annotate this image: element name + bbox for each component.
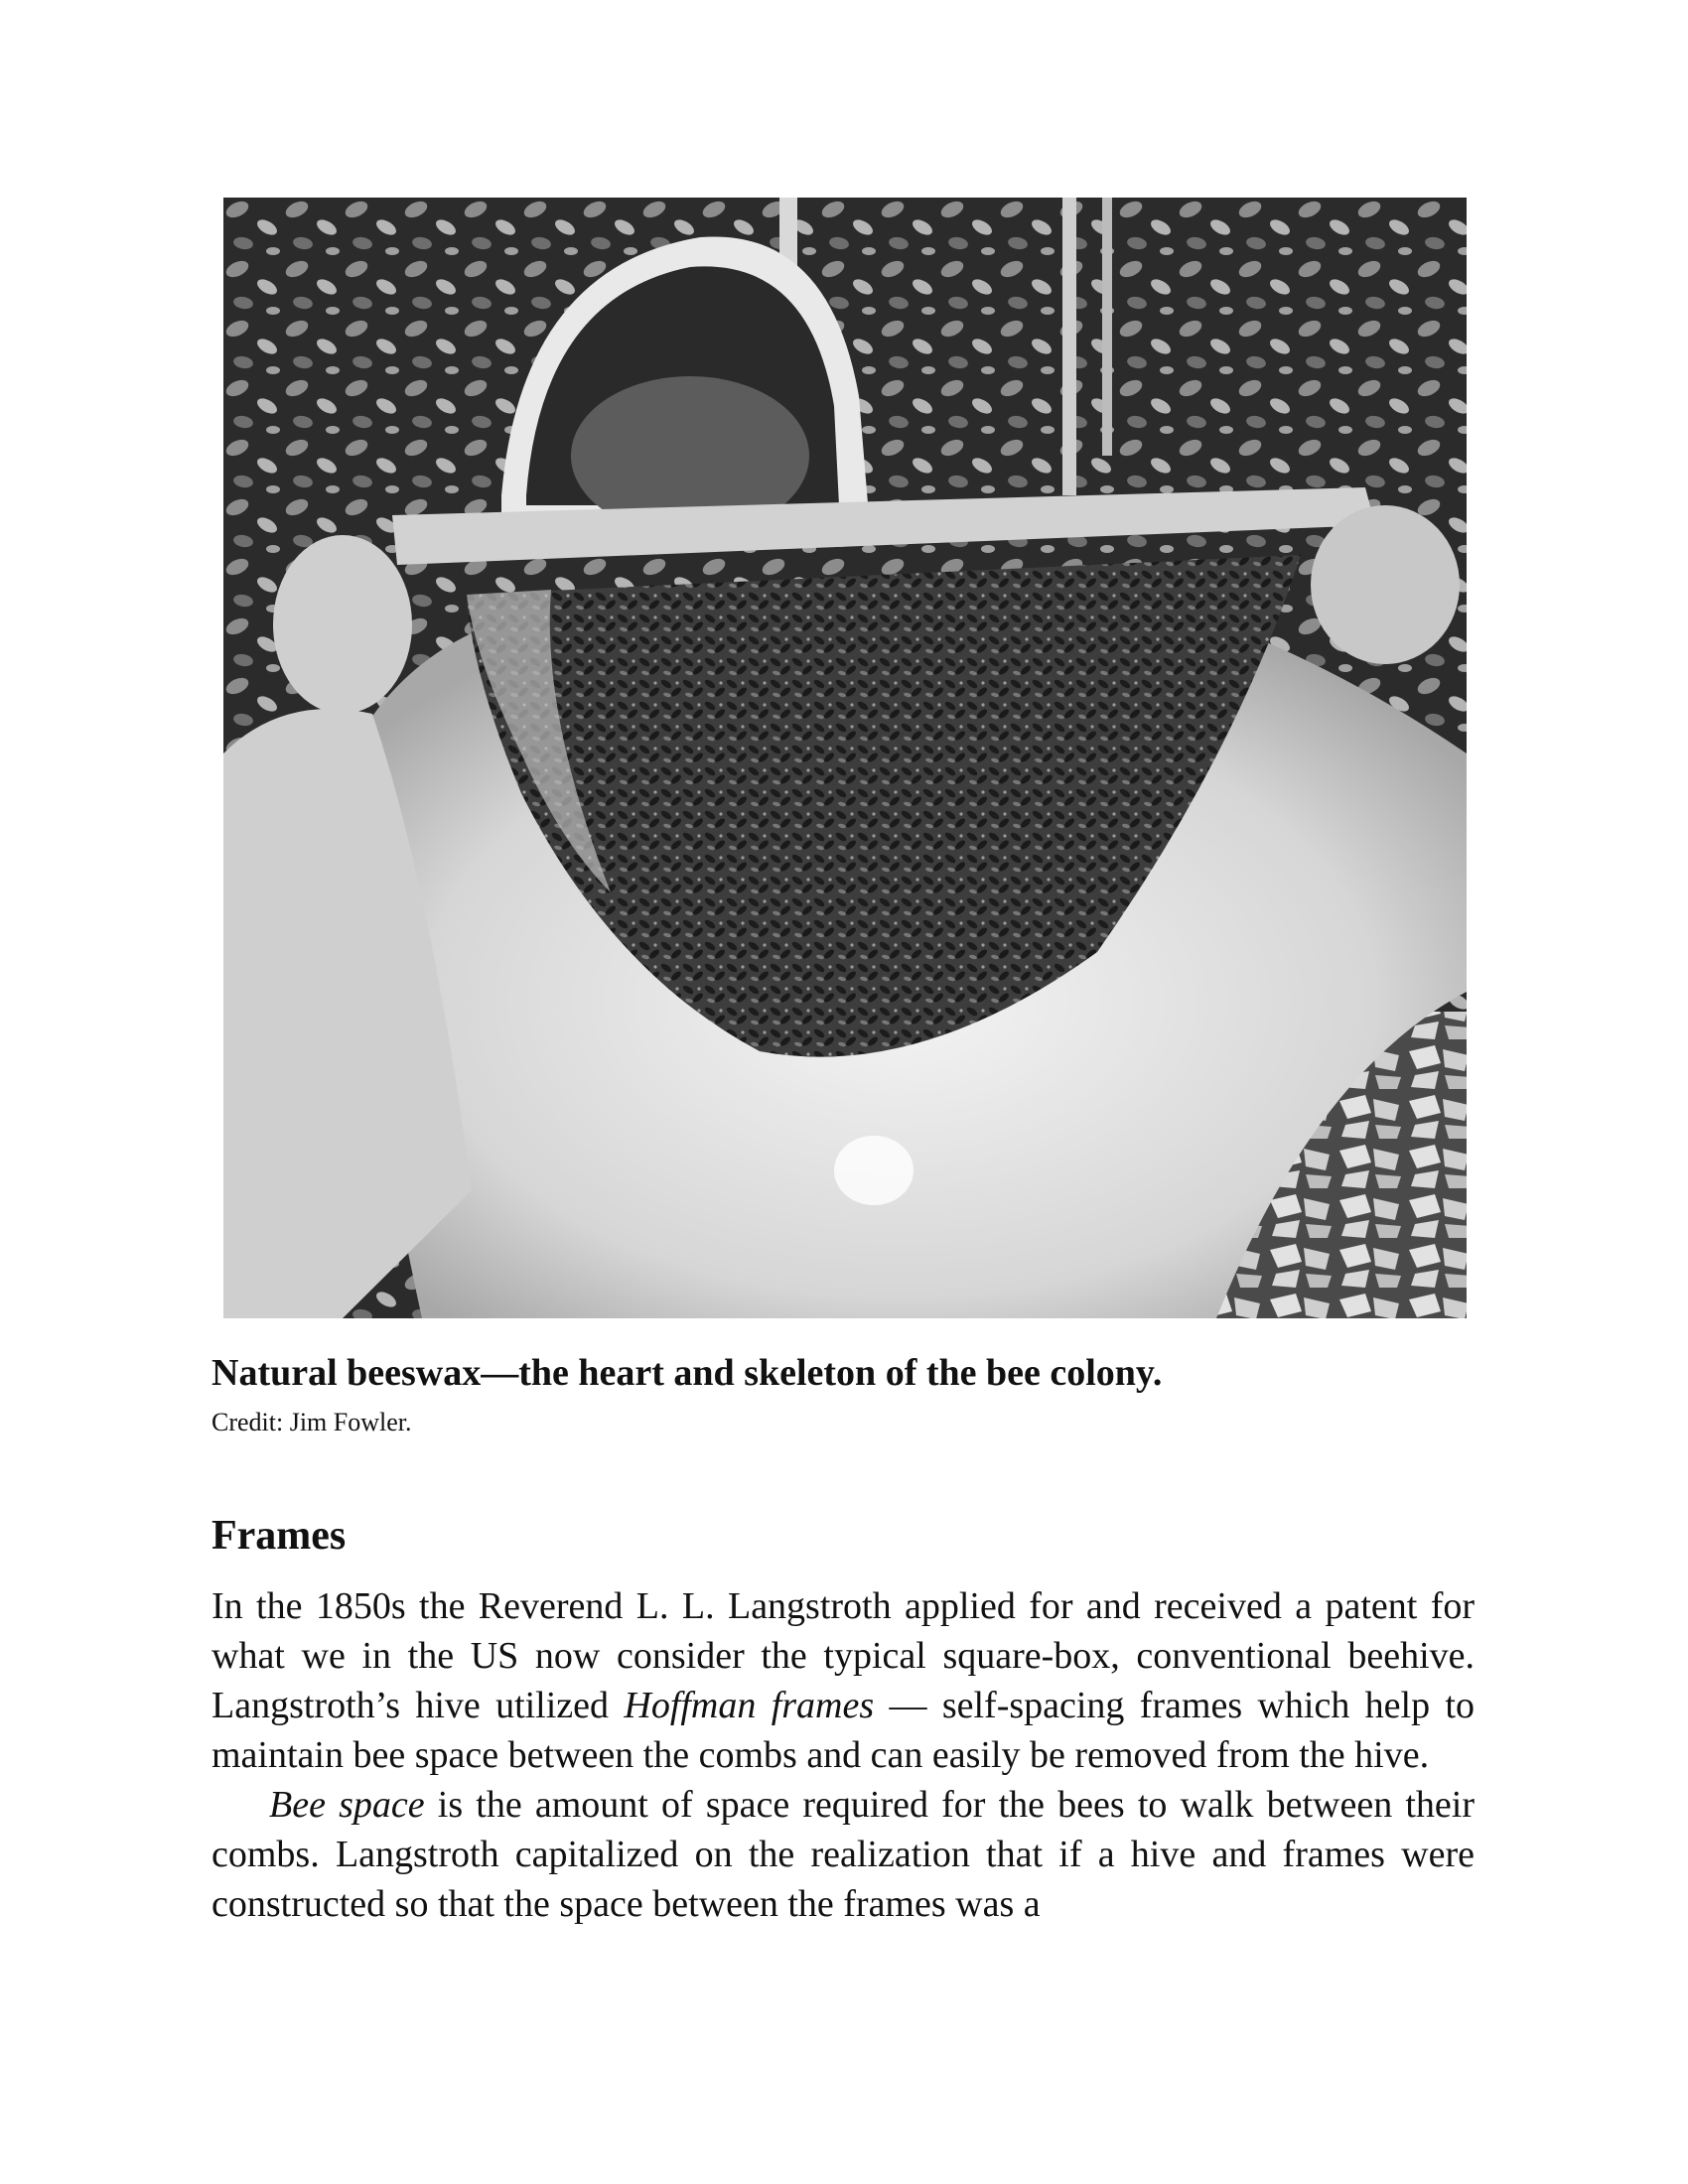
paragraph-2-emphasis: Bee space xyxy=(269,1784,425,1826)
figure-caption: Natural beeswax—the heart and skeleton of the bee colony. xyxy=(211,1352,1163,1394)
paragraph-1-emphasis: Hoffman frames xyxy=(624,1685,875,1726)
paragraph-1-text-a: In the 1850s the Reverend L. L. Langstroth applied for and received a patent for what we in the US now consider the typical square-box, conventional beehive. Langstroth’s hive utilized xyxy=(211,1585,1475,1726)
figure-credit: Credit: Jim Fowler. xyxy=(211,1408,412,1436)
paragraph-1 xyxy=(211,1581,1475,1780)
beekeeper-holding-comb-photo-icon xyxy=(223,198,1467,1318)
section-body xyxy=(211,1581,1475,1929)
paragraph-1-text-b: — self-spacing frames which help to maintain bee space between the combs and can easily be removed from the hive. xyxy=(211,1685,1475,1776)
paragraph-2-text-a: is the amount of space required for the bees to walk between their combs. Langstroth capitalized on the realization that if a hive and frames were constructed so that the space between the frames was a xyxy=(211,1784,1475,1925)
figure-photo xyxy=(223,198,1467,1318)
paragraph-2 xyxy=(211,1780,1475,1929)
section-heading: Frames xyxy=(211,1513,347,1559)
